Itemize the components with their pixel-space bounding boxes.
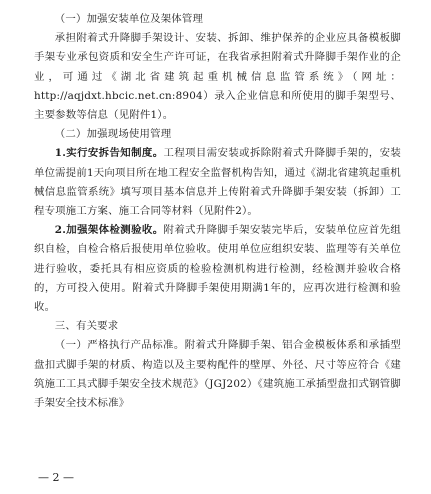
item1-title: 1.实行安拆告知制度。 — [54, 147, 164, 160]
section3-heading: 三、有关要求 — [54, 320, 119, 333]
section2-item1 — [34, 144, 401, 221]
item1-body: 工程项目需安装或拆除附着式升降脚手架的，安装单位需提前1天向项目所在地工程安全监督机构告知，通过《湖北省建筑起重机械信息监管系统》填写项目基本信息并上传附着式升降脚手架安装（拆卸）工程专项施工方案、施工合同等材料（见附件2）。 — [34, 147, 402, 218]
section3-body: （一）严格执行产品标准。附着式升降脚手架、铝合金模板体系和承插型盘扣式脚手架的材质、构造以及主要构配件的壁厚、外径、尺寸等应符合《建筑施工工具式脚手架安全技术规范》（JGJ202）《建筑施工承插型盘扣式钢管脚手架安全技术标准》 — [34, 339, 401, 410]
section1-body: 承担附着式升降脚手架设计、安装、拆卸、维护保养的企业应具备模板脚手架专业承包资质和安全生产许可证，在我省承担附着式升降脚手架作业的企业，可通过《湖北省建筑起重机械信息监管系统》（网址：http://aqjdxt.hbcic.net.cn:8904）录入企业信息和所使用的脚手架型号、主要参数等信息（见附件1）。 — [34, 32, 401, 122]
page-number: — 2 — — [38, 471, 74, 484]
item2-body: 附着式升降脚手架安装完毕后，安装单位应首先组织自检，自检合格后报使用单位验收。使用单位应组织安装、监理等有关单位进行验收，委托具有相应资质的检验检测机构进行检测，经检测并验收合格的，方可投入使用。附着式升降脚手架使用期满1年的，应再次进行检测和验收。 — [34, 224, 402, 314]
section2-heading: （二）加强现场使用管理 — [54, 128, 172, 141]
section2-item2 — [34, 221, 401, 317]
item2-title: 2.加强架体检测验收。 — [54, 224, 164, 237]
section1-heading: （一）加强安装单位及架体管理 — [54, 13, 204, 25]
